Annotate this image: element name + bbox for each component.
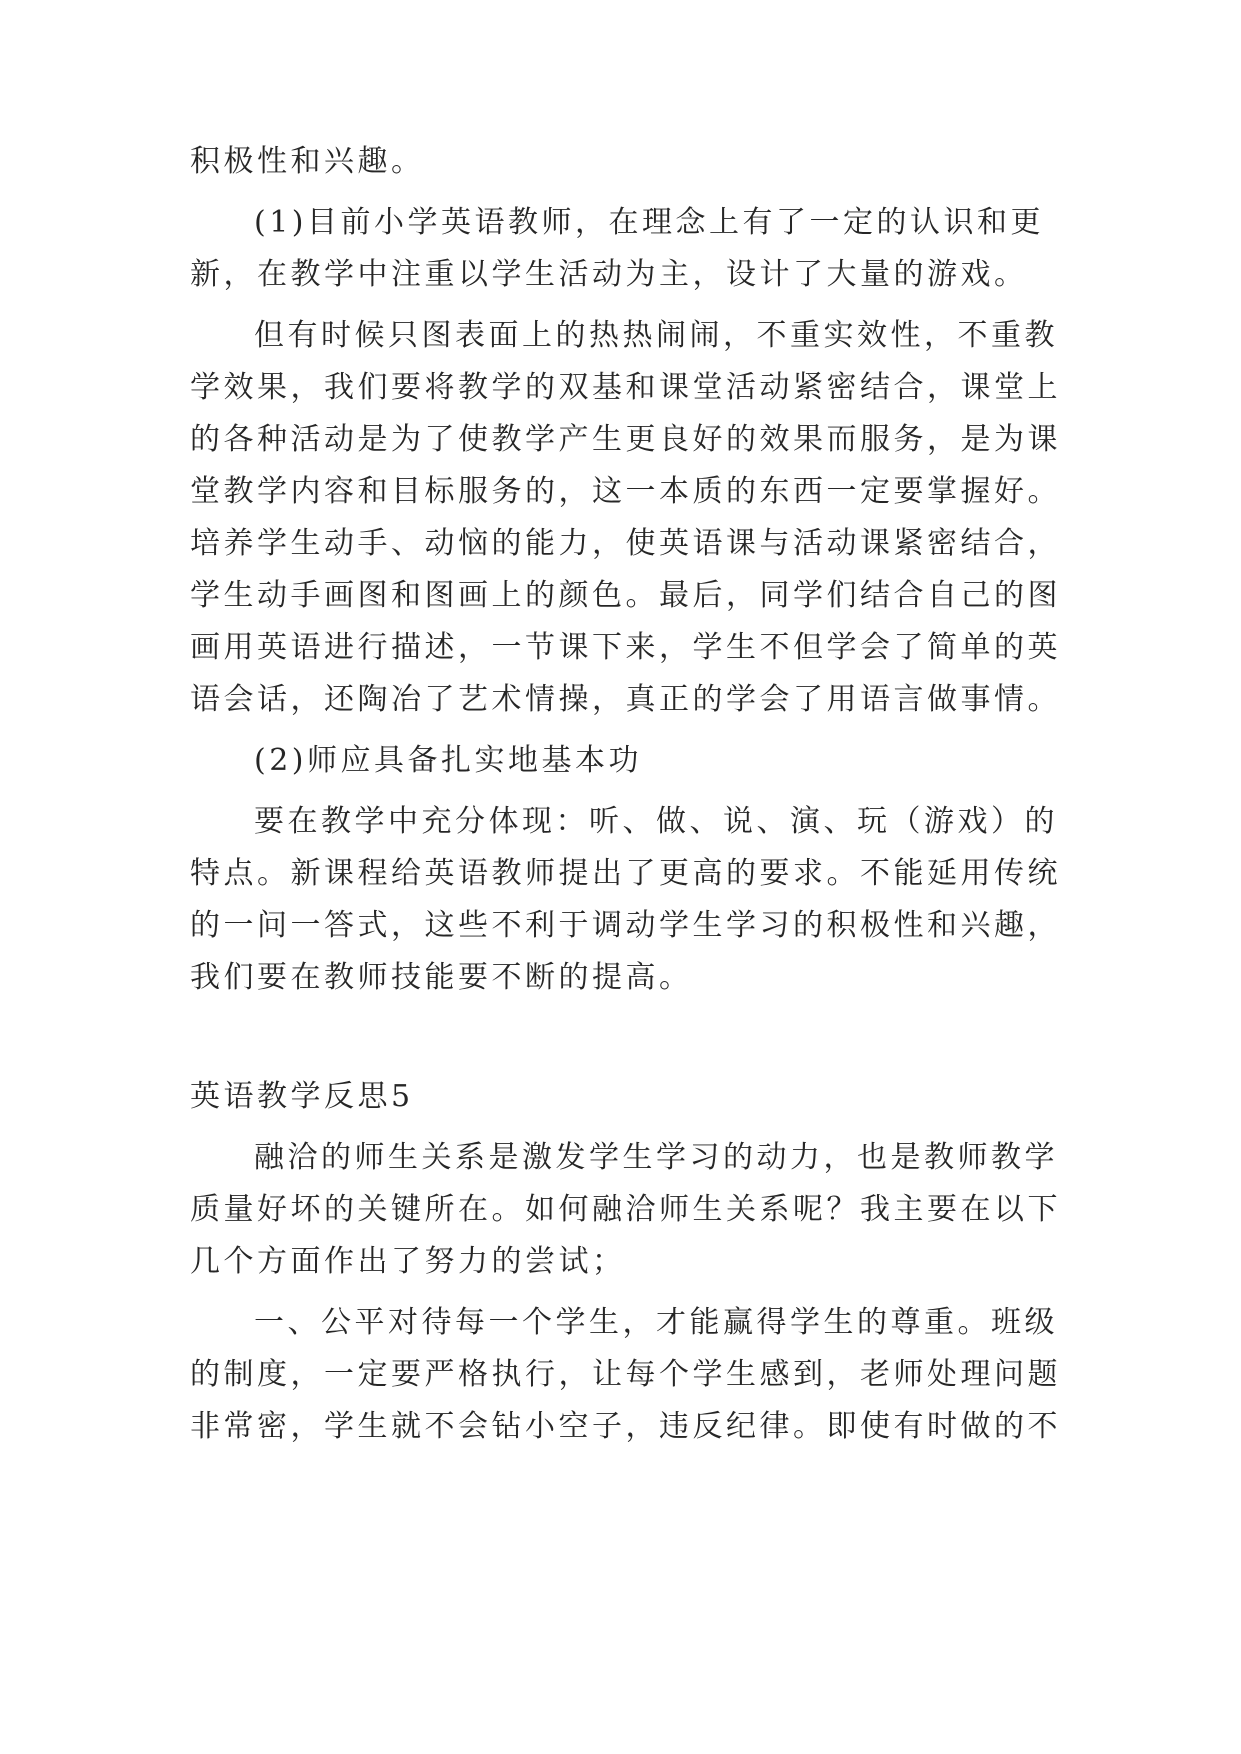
text-line: 质量好坏的关键所在。如何融洽师生关系呢？我主要在以下 xyxy=(190,1192,1061,1227)
text-line: 的制度，一定要严格执行，让每个学生感到，老师处理问题 xyxy=(190,1357,1061,1392)
text-line: 画用英语进行描述，一节课下来，学生不但学会了简单的英 xyxy=(190,630,1061,665)
text-line: 几个方面作出了努力的尝试； xyxy=(190,1244,626,1279)
text-line: 新，在教学中注重以学生活动为主，设计了大量的游戏。 xyxy=(190,257,1028,292)
paragraph-first-line: 但有时候只图表面上的热热闹闹，不重实效性，不重教 xyxy=(254,318,1058,353)
text-line: 非常密，学生就不会钻小空子，违反纪律。即使有时做的不 xyxy=(190,1409,1061,1444)
text-line: 培养学生动手、动恼的能力，使英语课与活动课紧密结合， xyxy=(190,526,1061,561)
text-line: 学效果，我们要将教学的双基和课堂活动紧密结合，课堂上 xyxy=(190,370,1061,405)
text-line: 语会话，还陶冶了艺术情操，真正的学会了用语言做事情。 xyxy=(190,682,1061,717)
paragraph-heading: (2)师应具备扎实地基本功 xyxy=(254,743,642,778)
text-line: 积极性和兴趣。 xyxy=(190,144,425,179)
text-line: 的各种活动是为了使教学产生更良好的效果而服务，是为课 xyxy=(190,422,1061,457)
paragraph-heading: (1)目前小学英语教师，在理念上有了一定的认识和更 xyxy=(254,205,1044,240)
text-line: 的一问一答式，这些不利于调动学生学习的积极性和兴趣， xyxy=(190,908,1061,943)
paragraph-first-line: 融洽的师生关系是激发学生学习的动力，也是教师教学 xyxy=(254,1140,1058,1175)
text-line: 特点。新课程给英语教师提出了更高的要求。不能延用传统 xyxy=(190,856,1061,891)
text-line: 学生动手画图和图画上的颜色。最后，同学们结合自己的图 xyxy=(190,578,1061,613)
text-line: 我们要在教师技能要不断的提高。 xyxy=(190,960,693,995)
paragraph-first-line: 一、公平对待每一个学生，才能赢得学生的尊重。班级 xyxy=(254,1305,1058,1340)
paragraph-first-line: 要在教学中充分体现：听、做、说、演、玩（游戏）的 xyxy=(254,804,1058,839)
text-line: 堂教学内容和目标服务的，这一本质的东西一定要掌握好。 xyxy=(190,474,1061,509)
section-title: 英语教学反思5 xyxy=(190,1079,414,1114)
